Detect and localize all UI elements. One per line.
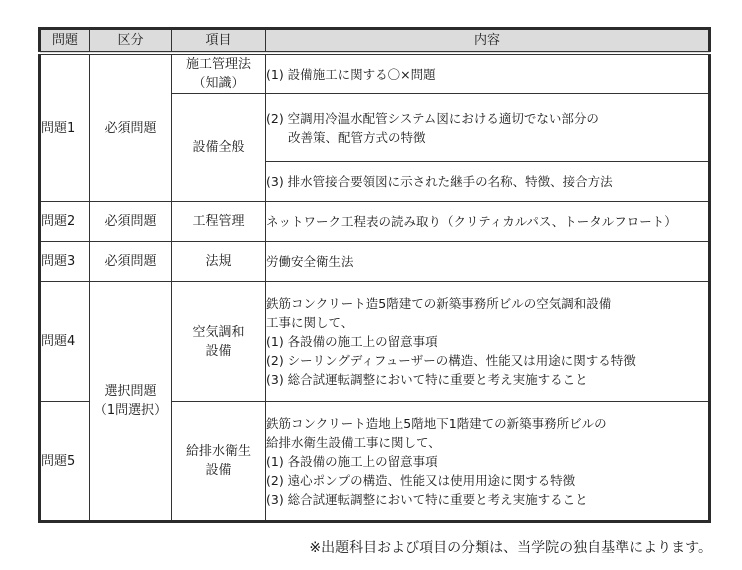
elective-sub: （1問選択）	[93, 403, 168, 418]
cell-item-1b: 設備全般	[172, 94, 266, 202]
cell-content-5	[266, 402, 710, 522]
content-1b-line2: 改善策、配管方式の特徴	[288, 129, 426, 145]
classification-footnote: ※出題科目および項目の分類は、当学院の独自基準によります。	[309, 540, 712, 556]
item-5-line2: 設備	[205, 463, 232, 478]
header-content: 内容	[266, 29, 710, 54]
content-4-line: 工事に関して、	[266, 315, 354, 330]
table-row-q3	[40, 242, 710, 282]
content-4-line: (3) 総合試運転調整において特に重要と考え実施すること	[266, 372, 588, 387]
table-row-q2	[40, 202, 710, 242]
cell-category-3: 必須問題	[90, 242, 172, 282]
cell-item-5	[172, 402, 266, 522]
elective-label: 選択問題	[104, 384, 157, 399]
table-row-q4	[40, 282, 710, 402]
header-category: 区分	[90, 29, 172, 54]
cell-question-5: 問題5	[40, 402, 90, 522]
cell-question-1: 問題1	[40, 53, 90, 202]
cell-category-1: 必須問題	[90, 53, 172, 202]
header-item: 項目	[172, 29, 266, 54]
item-1a-label: 施工管理法	[185, 57, 251, 72]
content-5-line: 鉄筋コンクリート造地上5階地下1階建ての新築事務所ビルの	[266, 415, 607, 431]
cell-item-1a	[172, 53, 266, 94]
cell-category-elective	[90, 282, 172, 522]
cell-content-2: ネットワーク工程表の読み取り（クリティカルパス、トータルフロート）	[266, 202, 710, 242]
cell-content-1c: (3) 排水管接合要領図に示された継手の名称、特徴、接合方法	[266, 162, 710, 202]
table-header-row	[40, 29, 710, 54]
cell-question-4: 問題4	[40, 282, 90, 402]
cell-content-1a: (1) 設備施工に関する〇×問題	[266, 53, 710, 94]
cell-item-2: 工程管理	[172, 202, 266, 242]
cell-item-3: 法規	[172, 242, 266, 282]
content-5-line: (1) 各設備の施工上の留意事項	[266, 453, 438, 469]
item-1a-sub: （知識）	[192, 76, 245, 91]
cell-question-3: 問題3	[40, 242, 90, 282]
item-5-line1: 給排水衛生	[185, 444, 251, 459]
header-question: 問題	[40, 29, 90, 54]
cell-category-2: 必須問題	[90, 202, 172, 242]
item-4-line2: 設備	[205, 343, 232, 359]
content-4-line: (2) シーリングディフューザーの構造、性能又は用途に関する特徴	[266, 353, 636, 368]
content-1b-line1: (2) 空調用冷温水配管システム図における適切でない部分の	[266, 110, 599, 126]
content-5-line: (3) 総合試運転調整において特に重要と考え実施すること	[266, 491, 588, 507]
content-4-line: 鉄筋コンクリート造5階建ての新築事務所ビルの空気調和設備	[266, 296, 612, 311]
content-5-line: (2) 遠心ポンプの構造、性能又は使用用途に関する特徴	[266, 472, 576, 488]
content-5-line: 給排水衛生設備工事に関して、	[266, 434, 441, 450]
cell-content-1b	[266, 94, 710, 162]
exam-structure-table	[38, 27, 711, 523]
content-4-line: (1) 各設備の施工上の留意事項	[266, 334, 438, 349]
cell-content-3: 労働安全衛生法	[266, 242, 710, 282]
item-4-line1: 空気調和	[192, 324, 245, 340]
table-row-q1a	[40, 53, 710, 94]
cell-content-4	[266, 282, 710, 402]
cell-question-2: 問題2	[40, 202, 90, 242]
cell-item-4	[172, 282, 266, 402]
